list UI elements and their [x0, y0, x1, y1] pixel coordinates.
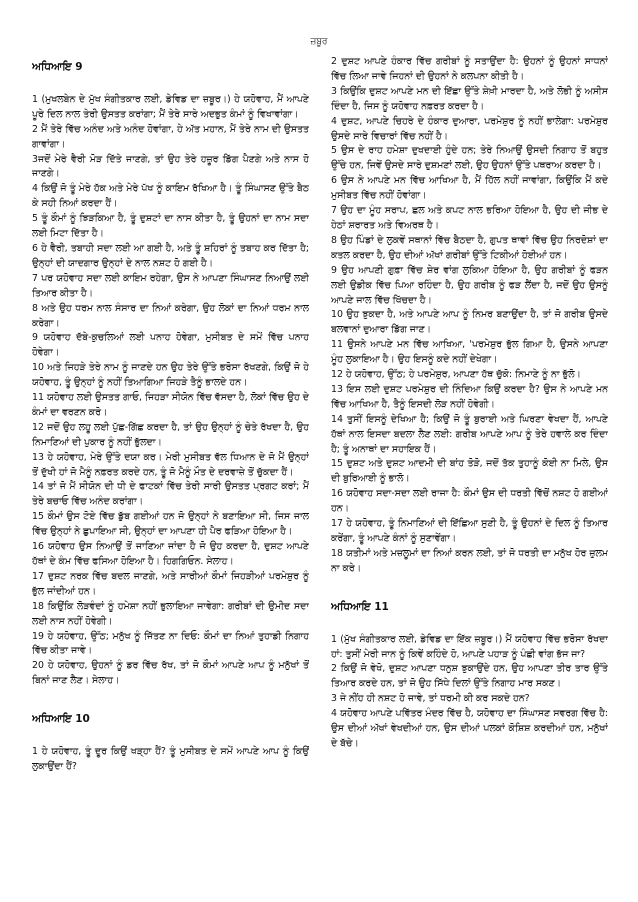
verse: 11 ਉਸਨੇ ਆਪਣੇ ਮਨ ਵਿੱਚ ਆਖਿਆ, 'ਪਰਮੇਸ਼ੁਰ ਭੁੱਲ ਗਿਆ ਹੈ, ਉਸਨੇ ਆਪਣਾ ਮੂੰਹ ਲੁਕਾਇਆ ਹੈ। ਉਹ ਇਸਨੂੰ ਕਦੇ ਨਹੀਂ ਦੇਖੇਗਾ।: [331, 339, 608, 366]
verse: 8 ਉਹ ਪਿੰਡਾਂ ਦੇ ਲੁਕਵੇਂ ਸਥਾਨਾਂ ਵਿੱਚ ਬੈਠਦਾ ਹੈ, ਗੁਪਤ ਥਾਵਾਂ ਵਿੱਚ ਉਹ ਨਿਰਦੋਸ਼ਾਂ ਦਾ ਕਤਲ ਕਰਦਾ ਹੈ, ਉਹ ਦੀਆਂ ਅੱਖਾਂ ਗਰੀਬਾਂ ਉੱਤੇ ਟਿਕੀਆਂ ਹੋਈਆਂ ਹਨ।: [331, 234, 608, 261]
verse: 19 ਹੇ ਯਹੋਵਾਹ, ਉੱਠ; ਮਨੁੱਖ ਨੂੰ ਜਿੱਤਣ ਨਾ ਦਿਓ: ਕੌਮਾਂ ਦਾ ਨਿਆਂ ਤੁਹਾਡੀ ਨਿਗਾਹ ਵਿੱਚ ਕੀਤਾ ਜਾਵੇ।: [32, 630, 309, 657]
verse: 5 ਤੂੰ ਕੌਮਾਂ ਨੂੰ ਝਿੜਕਿਆ ਹੈ, ਤੂੰ ਦੁਸ਼ਟਾਂ ਦਾ ਨਾਸ ਕੀਤਾ ਹੈ, ਤੂੰ ਉਹਨਾਂ ਦਾ ਨਾਮ ਸਦਾ ਲਈ ਮਿਟਾ ਦਿੱਤਾ ਹੈ।: [32, 213, 309, 240]
verse: 2 ਦੁਸ਼ਟ ਆਪਣੇ ਹੰਕਾਰ ਵਿੱਚ ਗਰੀਬਾਂ ਨੂੰ ਸਤਾਉਂਦਾ ਹੈ: ਉਹਨਾਂ ਨੂੰ ਉਹਨਾਂ ਸਾਧਨਾਂ ਵਿੱਚ ਲਿਆ ਜਾਵੇ ਜਿਹਨਾਂ ਦੀ ਉਹਨਾਂ ਨੇ ਕਲਪਨਾ ਕੀਤੀ ਹੈ।: [331, 56, 608, 82]
verse: 6 ਉਸ ਨੇ ਆਪਣੇ ਮਨ ਵਿੱਚ ਆਖਿਆ ਹੈ, ਮੈਂ ਹਿੱਲ ਨਹੀਂ ਜਾਵਾਂਗਾ, ਕਿਉਂਕਿ ਮੈਂ ਕਦੇ ਮੁਸੀਬਤ ਵਿੱਚ ਨਹੀਂ ਹੋਵਾਂਗਾ।: [331, 175, 608, 202]
verse: 1 ਹੇ ਯਹੋਵਾਹ, ਤੂੰ ਦੂਰ ਕਿਉਂ ਖੜ੍ਹਾ ਹੈਂ? ਤੂੰ ਮੁਸੀਬਤ ਦੇ ਸਮੇਂ ਆਪਣੇ ਆਪ ਨੂੰ ਕਿਉਂ ਲੁਕਾਉਂਦਾ ਹੈਂ?: [32, 746, 309, 772]
verse: 1 (ਮੁੱਖ ਸੰਗੀਤਕਾਰ ਲਈ, ਡੇਵਿਡ ਦਾ ਇੱਕ ਜ਼ਬੂਰ।) ਮੈਂ ਯਹੋਵਾਹ ਵਿੱਚ ਭਰੋਸਾ ਰੱਖਦਾ ਹਾਂ: ਤੁਸੀਂ ਮੇਰੀ ਜਾਨ ਨੂੰ ਕਿਵੇਂ ਕਹਿੰਦੇ ਹੋ, ਆਪਣੇ ਪਹਾੜ ਨੂੰ ਪੰਛੀ ਵਾਂਗ ਭੱਜ ਜਾ?: [331, 633, 608, 660]
verse: 13 ਹੇ ਯਹੋਵਾਹ, ਮੇਰੇ ਉੱਤੇ ਦਯਾ ਕਰ। ਮੇਰੀ ਮੁਸੀਬਤ ਵੱਲ ਧਿਆਨ ਦੇ ਜੋ ਮੈਂ ਉਨ੍ਹਾਂ ਤੋਂ ਦੁੱਖੀ ਹਾਂ ਜੋ ਮੈਨੂੰ ਨਫ਼ਰਤ ਕਰਦੇ ਹਨ, ਤੂੰ ਜੋ ਮੈਨੂੰ ਮੌਤ ਦੇ ਦਰਵਾਜ਼ੇ ਤੋਂ ਚੁੱਕਦਾ ਹੈਂ।: [32, 451, 309, 478]
verse: 2 ਕਿਉਂ ਜੋ ਵੇਖੋ, ਦੁਸ਼ਟ ਆਪਣਾ ਧਨੁਸ਼ ਝੁਕਾਉਂਦੇ ਹਨ, ਉਹ ਆਪਣਾ ਤੀਰ ਤਾਰ ਉੱਤੇ ਤਿਆਰ ਕਰਦੇ ਹਨ, ਤਾਂ ਜੋ ਉਹ ਸਿੱਧੇ ਦਿਲਾਂ ਉੱਤੇ ਨਿਗਾਹ ਮਾਰ ਸਕਣ।: [331, 663, 608, 690]
verse: 6 ਹੇ ਵੈਰੀ, ਤਬਾਹੀ ਸਦਾ ਲਈ ਆ ਗਈ ਹੈ, ਅਤੇ ਤੂੰ ਸ਼ਹਿਰਾਂ ਨੂੰ ਤਬਾਹ ਕਰ ਦਿੱਤਾ ਹੈ; ਉਨ੍ਹਾਂ ਦੀ ਯਾਦਗਾਰ ਉਨ੍ਹਾਂ ਦੇ ਨਾਲ ਨਸ਼ਟ ਹੋ ਗਈ ਹੈ।: [32, 242, 309, 269]
right-column: [331, 55, 608, 895]
verse: 15 ਕੌਮਾਂ ਉਸ ਟੋਏ ਵਿੱਚ ਡੁੱਬ ਗਈਆਂ ਹਨ ਜੋ ਉਨ੍ਹਾਂ ਨੇ ਬਣਾਇਆ ਸੀ, ਜਿਸ ਜਾਲ ਵਿੱਚ ਉਨ੍ਹਾਂ ਨੇ ਛੁਪਾਇਆ ਸੀ, ਉਨ੍ਹਾਂ ਦਾ ਆਪਣਾ ਹੀ ਪੈਰ ਫੜਿਆ ਹੋਇਆ ਹੈ।: [32, 511, 309, 538]
verse: 7 ਉਹ ਦਾ ਮੂੰਹ ਸਰਾਪ, ਛਲ ਅਤੇ ਕਪਟ ਨਾਲ ਭਰਿਆ ਹੋਇਆ ਹੈ, ਉਹ ਦੀ ਜੀਭ ਦੇ ਹੇਠਾਂ ਸ਼ਰਾਰਤ ਅਤੇ ਵਿਅਰਥ ਹੈ।: [331, 205, 608, 231]
verse: 12 ਹੇ ਯਹੋਵਾਹ, ਉੱਠ; ਹੇ ਪਰਮੇਸ਼ੁਰ, ਆਪਣਾ ਹੱਥ ਚੁੱਕੋ: ਨਿਮਾਣੇ ਨੂੰ ਨਾ ਭੁੱਲੋ।: [331, 369, 581, 381]
verse: 5 ਉਸ ਦੇ ਰਾਹ ਹਮੇਸ਼ਾ ਦੁਖਦਾਈ ਹੁੰਦੇ ਹਨ; ਤੇਰੇ ਨਿਆਉਂ ਉਸਦੀ ਨਿਗਾਹ ਤੋਂ ਬਹੁਤ ਉੱਚੇ ਹਨ, ਜਿਵੇਂ ਉਸਦੇ ਸਾਰੇ ਦੁਸ਼ਮਣਾਂ ਲਈ, ਉਹ ਉਹਨਾਂ ਉੱਤੇ ਪਥਰਾਅ ਕਰਦਾ ਹੈ।: [331, 145, 608, 172]
verse: 9 ਉਹ ਆਪਣੀ ਗੁਫ਼ਾ ਵਿੱਚ ਸ਼ੇਰ ਵਾਂਗ ਲੁਕਿਆ ਹੋਇਆ ਹੈ, ਉਹ ਗਰੀਬਾਂ ਨੂੰ ਫੜਨ ਲਈ ਉਡੀਕ ਵਿੱਚ ਪਿਆ ਰਹਿੰਦਾ ਹੈ, ਉਹ ਗਰੀਬ ਨੂੰ ਫੜ ਲੈਂਦਾ ਹੈ, ਜਦੋਂ ਉਹ ਉਸਨੂੰ ਆਪਣੇ ਜਾਲ ਵਿੱਚ ਖਿੱਚਦਾ ਹੈ।: [331, 264, 608, 306]
verse: 20 ਹੇ ਯਹੋਵਾਹ, ਉਹਨਾਂ ਨੂੰ ਡਰ ਵਿੱਚ ਰੱਖ, ਤਾਂ ਜੋ ਕੌਮਾਂ ਆਪਣੇ ਆਪ ਨੂੰ ਮਨੁੱਖਾਂ ਤੋਂ ਬਿਨਾਂ ਜਾਣ ਲੈਣ। ਸੇਲਾਹ।: [32, 660, 309, 687]
verse: 10 ਉਹ ਝੁਕਦਾ ਹੈ, ਅਤੇ ਆਪਣੇ ਆਪ ਨੂੰ ਨਿਮਰ ਬਣਾਉਂਦਾ ਹੈ, ਤਾਂ ਜੋ ਗਰੀਬ ਉਸਦੇ ਬਲਵਾਨਾਂ ਦੁਆਰਾ ਡਿੱਗ ਜਾਣ।: [331, 309, 608, 336]
verse: 13 ਇਸ ਲਈ ਦੁਸ਼ਟ ਪਰਮੇਸ਼ੁਰ ਦੀ ਨਿੰਦਿਆ ਕਿਉਂ ਕਰਦਾ ਹੈ? ਉਸ ਨੇ ਆਪਣੇ ਮਨ ਵਿੱਚ ਆਖਿਆ ਹੈ, ਤੈਨੂੰ ਇਸਦੀ ਲੋੜ ਨਹੀਂ ਹੋਵੇਗੀ।: [331, 383, 608, 410]
verse: 9 ਯਹੋਵਾਹ ਦੱਬੇ-ਕੁਚਲਿਆਂ ਲਈ ਪਨਾਹ ਹੋਵੇਗਾ, ਮੁਸੀਬਤ ਦੇ ਸਮੇਂ ਵਿੱਚ ਪਨਾਹ ਹੋਵੇਗਾ।: [32, 332, 309, 359]
verse: 14 ਤੁਸੀਂ ਇਸਨੂੰ ਦੇਖਿਆ ਹੈ; ਕਿਉਂ ਜੋ ਤੂੰ ਬੁਰਾਈ ਅਤੇ ਘਿਰਣਾ ਵੇਖਦਾ ਹੈਂ, ਆਪਣੇ ਹੱਥਾਂ ਨਾਲ ਇਸਦਾ ਬਦਲਾ ਲੈਣ ਲਈ: ਗਰੀਬ ਆਪਣੇ ਆਪ ਨੂੰ ਤੇਰੇ ਹਵਾਲੇ ਕਰ ਦਿੰਦਾ ਹੈ; ਤੂੰ ਅਨਾਥਾਂ ਦਾ ਸਹਾਇਕ ਹੈਂ।: [331, 413, 608, 455]
verse: 17 ਹੇ ਯਹੋਵਾਹ, ਤੂੰ ਨਿਮਾਣਿਆਂ ਦੀ ਇੱਛਿਆ ਸੁਣੀ ਹੈ, ਤੂੰ ਉਹਨਾਂ ਦੇ ਦਿਲ ਨੂੰ ਤਿਆਰ ਕਰੇਂਗਾ, ਤੂੰ ਆਪਣੇ ਕੰਨਾਂ ਨੂੰ ਸੁਣਾਵੇਂਗਾ।: [331, 518, 608, 544]
verse: 16 ਯਹੋਵਾਹ ਉਸ ਨਿਆਉਂ ਤੋਂ ਜਾਣਿਆ ਜਾਂਦਾ ਹੈ ਜੋ ਉਹ ਕਰਦਾ ਹੈ, ਦੁਸ਼ਟ ਆਪਣੇ ਹੱਥਾਂ ਦੇ ਕੰਮ ਵਿੱਚ ਫਸਿਆ ਹੋਇਆ ਹੈ। ਹਿਗਗਿਓਨ. ਸੇਲਾਹ।: [32, 541, 309, 567]
verse: 4 ਕਿਉਂ ਜੋ ਤੂੰ ਮੇਰੇ ਹੱਕ ਅਤੇ ਮੇਰੇ ਪੱਖ ਨੂੰ ਕਾਇਮ ਰੱਖਿਆ ਹੈ। ਤੂੰ ਸਿੰਘਾਸਣ ਉੱਤੇ ਬੈਠ ਕੇ ਸਹੀ ਨਿਆਂ ਕਰਦਾ ਹੈਂ।: [32, 183, 309, 210]
verse: 16 ਯਹੋਵਾਹ ਸਦਾ-ਸਦਾ ਲਈ ਰਾਜਾ ਹੈ: ਕੌਮਾਂ ਉਸ ਦੀ ਧਰਤੀ ਵਿੱਚੋਂ ਨਸ਼ਟ ਹੋ ਗਈਆਂ ਹਨ।: [331, 488, 608, 515]
verse: 14 ਤਾਂ ਜੋ ਮੈਂ ਸੀਯੋਨ ਦੀ ਧੀ ਦੇ ਫਾਟਕਾਂ ਵਿੱਚ ਤੇਰੀ ਸਾਰੀ ਉਸਤਤ ਪ੍ਰਗਟ ਕਰਾਂ; ਮੈਂ ਤੇਰੇ ਬਚਾਓ ਵਿੱਚ ਅਨੰਦ ਕਰਾਂਗਾ।: [32, 481, 309, 508]
chapter-11-title: ਅਧਿਆਇ 11: [331, 600, 389, 613]
verse: 3ਜਦੋਂ ਮੇਰੇ ਵੈਰੀ ਮੋੜ ਦਿੱਤੇ ਜਾਣਗੇ, ਤਾਂ ਉਹ ਤੇਰੇ ਹਜ਼ੂਰ ਡਿੱਗ ਪੈਣਗੇ ਅਤੇ ਨਾਸ ਹੋ ਜਾਣਗੇ।: [32, 153, 309, 180]
verse: 2 ਮੈਂ ਤੇਰੇ ਵਿੱਚ ਅਨੰਦ ਅਤੇ ਅਨੰਦ ਹੋਵਾਂਗਾ, ਹੇ ਅੱਤ ਮਹਾਨ, ਮੈਂ ਤੇਰੇ ਨਾਮ ਦੀ ਉਸਤਤ ਗਾਵਾਂਗਾ।: [32, 123, 309, 150]
verse: 10 ਅਤੇ ਜਿਹੜੇ ਤੇਰੇ ਨਾਮ ਨੂੰ ਜਾਣਦੇ ਹਨ ਉਹ ਤੇਰੇ ਉੱਤੇ ਭਰੋਸਾ ਰੱਖਣਗੇ, ਕਿਉਂ ਜੋ ਹੇ ਯਹੋਵਾਹ, ਤੂੰ ਉਨ੍ਹਾਂ ਨੂੰ ਨਹੀਂ ਤਿਆਗਿਆ ਜਿਹੜੇ ਤੈਨੂੰ ਭਾਲਦੇ ਹਨ।: [32, 362, 309, 389]
verse: 12 ਜਦੋਂ ਉਹ ਲਹੂ ਲਈ ਪੁੱਛ-ਗਿੱਛ ਕਰਦਾ ਹੈ, ਤਾਂ ਉਹ ਉਨ੍ਹਾਂ ਨੂੰ ਚੇਤੇ ਰੱਖਦਾ ਹੈ, ਉਹ ਨਿਮਾਣਿਆਂ ਦੀ ਪੁਕਾਰ ਨੂੰ ਨਹੀਂ ਭੁੱਲਦਾ।: [32, 421, 309, 448]
running-header: ਜ਼ਬੂਰ: [310, 37, 328, 47]
chapter-10-title: ਅਧਿਆਇ 10: [32, 713, 90, 726]
verse: 18 ਕਿਉਂਕਿ ਲੋੜਵੰਦਾਂ ਨੂੰ ਹਮੇਸ਼ਾ ਨਹੀਂ ਭੁਲਾਇਆ ਜਾਵੇਗਾ: ਗਰੀਬਾਂ ਦੀ ਉਮੀਦ ਸਦਾ ਲਈ ਨਾਸ ਨਹੀਂ ਹੋਵੇਗੀ।: [32, 600, 309, 627]
verse: 8 ਅਤੇ ਉਹ ਧਰਮ ਨਾਲ ਸੰਸਾਰ ਦਾ ਨਿਆਂ ਕਰੇਗਾ, ਉਹ ਲੋਕਾਂ ਦਾ ਨਿਆਂ ਧਰਮ ਨਾਲ ਕਰੇਗਾ।: [32, 302, 309, 329]
verse: 18 ਯਤੀਮਾਂ ਅਤੇ ਮਜ਼ਲੂਮਾਂ ਦਾ ਨਿਆਂ ਕਰਨ ਲਈ, ਤਾਂ ਜੋ ਧਰਤੀ ਦਾ ਮਨੁੱਖ ਹੋਰ ਜ਼ੁਲਮ ਨਾ ਕਰੇ।: [331, 547, 608, 574]
verse: 4 ਦੁਸ਼ਟ, ਆਪਣੇ ਚਿਹਰੇ ਦੇ ਹੰਕਾਰ ਦੁਆਰਾ, ਪਰਮੇਸ਼ੁਰ ਨੂੰ ਨਹੀਂ ਭਾਲੇਗਾ: ਪਰਮੇਸ਼ੁਰ ਉਸਦੇ ਸਾਰੇ ਵਿਚਾਰਾਂ ਵਿੱਚ ਨਹੀਂ ਹੈ।: [331, 115, 608, 142]
verse: 11 ਯਹੋਵਾਹ ਲਈ ਉਸਤਤ ਗਾਓ, ਜਿਹੜਾ ਸੀਯੋਨ ਵਿੱਚ ਵੱਸਦਾ ਹੈ, ਲੋਕਾਂ ਵਿੱਚ ਉਹ ਦੇ ਕੰਮਾਂ ਦਾ ਵਰਣਨ ਕਰੋ।: [32, 392, 309, 418]
left-column: [32, 55, 309, 895]
verse: 17 ਦੁਸ਼ਟ ਨਰਕ ਵਿੱਚ ਬਦਲ ਜਾਣਗੇ, ਅਤੇ ਸਾਰੀਆਂ ਕੌਮਾਂ ਜਿਹੜੀਆਂ ਪਰਮੇਸ਼ੁਰ ਨੂੰ ਭੁੱਲ ਜਾਂਦੀਆਂ ਹਨ।: [32, 570, 309, 597]
chapter-spacer: [32, 689, 309, 707]
verse: 3 ਕਿਉਂਕਿ ਦੁਸ਼ਟ ਆਪਣੇ ਮਨ ਦੀ ਇੱਛਾ ਉੱਤੇ ਸ਼ੇਖ਼ੀ ਮਾਰਦਾ ਹੈ, ਅਤੇ ਲੋਭੀ ਨੂੰ ਅਸੀਸ ਦਿੰਦਾ ਹੈ, ਜਿਸ ਨੂੰ ਯਹੋਵਾਹ ਨਫ਼ਰਤ ਕਰਦਾ ਹੈ।: [331, 85, 608, 112]
verse: 1 (ਮੁਖਲਬੇਨ ਦੇ ਮੁੱਖ ਸੰਗੀਤਕਾਰ ਲਈ, ਡੇਵਿਡ ਦਾ ਜ਼ਬੂਰ।) ਹੇ ਯਹੋਵਾਹ, ਮੈਂ ਆਪਣੇ ਪੂਰੇ ਦਿਲ ਨਾਲ ਤੇਰੀ ਉਸਤਤ ਕਰਾਂਗਾ; ਮੈਂ ਤੇਰੇ ਸਾਰੇ ਅਦਭੁਤ ਕੰਮਾਂ ਨੂੰ ਵਿਖਾਵਾਂਗਾ।: [32, 93, 309, 120]
chapter-spacer: [331, 577, 608, 595]
verse: 4 ਯਹੋਵਾਹ ਆਪਣੇ ਪਵਿੱਤਰ ਮੰਦਰ ਵਿੱਚ ਹੈ, ਯਹੋਵਾਹ ਦਾ ਸਿੰਘਾਸਣ ਸਵਰਗ ਵਿੱਚ ਹੈ: ਉਸ ਦੀਆਂ ਅੱਖਾਂ ਵੇਖਦੀਆਂ ਹਨ, ਉਸ ਦੀਆਂ ਪਲਕਾਂ ਕੋਸ਼ਿਸ਼ ਕਰਦੀਆਂ ਹਨ, ਮਨੁੱਖਾਂ ਦੇ ਬੱਚੇ।: [331, 708, 608, 749]
verse: 3 ਜੇ ਨੀਂਹ ਹੀ ਨਸ਼ਟ ਹੋ ਜਾਵੇ, ਤਾਂ ਧਰਮੀ ਕੀ ਕਰ ਸਕਦੇ ਹਨ?: [331, 693, 530, 705]
chapter-9-title: ਅਧਿਆਇ 9: [32, 61, 83, 73]
verse: 7 ਪਰ ਯਹੋਵਾਹ ਸਦਾ ਲਈ ਕਾਇਮ ਰਹੇਗਾ, ਉਸ ਨੇ ਆਪਣਾ ਸਿੰਘਾਸਣ ਨਿਆਉਂ ਲਈ ਤਿਆਰ ਕੀਤਾ ਹੈ।: [32, 272, 309, 299]
verse: 15 ਦੁਸ਼ਟ ਅਤੇ ਦੁਸ਼ਟ ਆਦਮੀ ਦੀ ਬਾਂਹ ਤੋੜੋ, ਜਦੋਂ ਤੱਕ ਤੁਹਾਨੂੰ ਕੋਈ ਨਾ ਮਿਲੇ, ਉਸ ਦੀ ਬੁਰਿਆਈ ਨੂੰ ਭਾਲੋ।: [331, 458, 608, 485]
